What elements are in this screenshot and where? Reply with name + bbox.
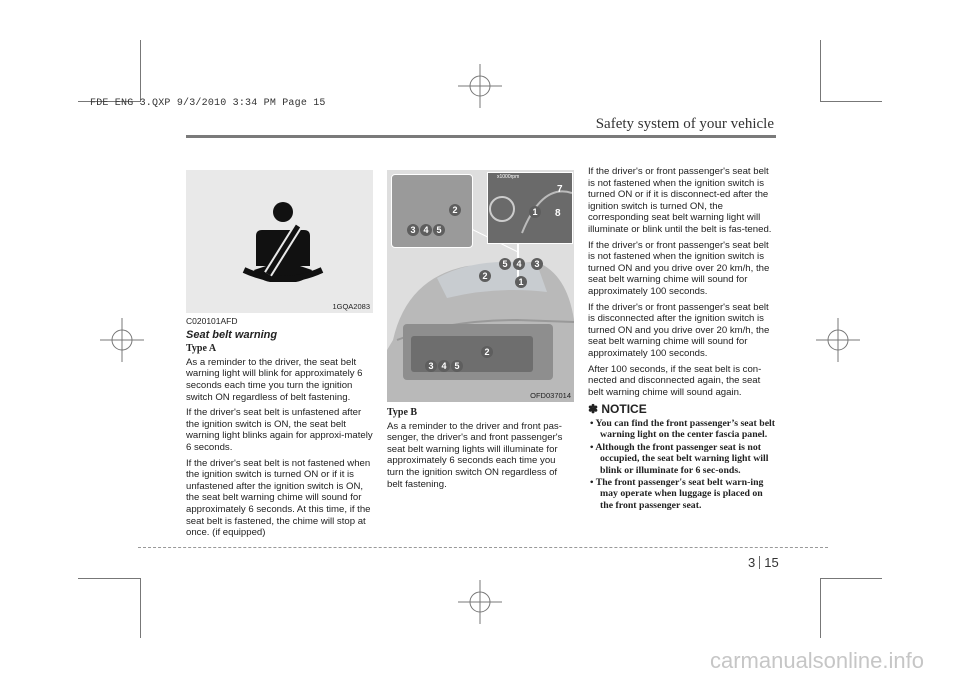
- registration-mark-icon: [458, 580, 502, 624]
- type-label: Type B: [387, 407, 418, 418]
- seatbelt-figure: [186, 170, 373, 313]
- figure-caption: 1GQA2083: [332, 302, 370, 311]
- notice-item: • The front passenger's seat belt warn-ing may operate when luggage is placed on the front passenger seat.: [590, 476, 764, 511]
- left-column: [186, 316, 373, 543]
- right-column: [588, 166, 776, 512]
- badge-2: 2: [481, 346, 493, 358]
- type-label: Type A: [186, 343, 217, 355]
- notice-item: • Although the front passenger seat is not occupied, the seat belt warning light will blink or illuminate for 6 sec-onds.: [590, 441, 769, 476]
- badge-1: 1: [529, 206, 541, 218]
- crop-mark: [140, 40, 141, 102]
- body-paragraph: As a reminder to the driver, the seat belt warning light will blink for approximately 6 seconds each time you turn the ignition switch ON regardless of belt fastening.: [186, 356, 363, 403]
- crop-mark: [78, 578, 140, 579]
- badge-1: 1: [515, 276, 527, 288]
- notice-title: ✽ NOTICE: [588, 402, 647, 417]
- crop-mark: [820, 578, 882, 579]
- gauge-number: 8: [555, 208, 561, 219]
- rpm-label: x1000rpm: [497, 174, 520, 180]
- subsection-title: Seat belt warning: [186, 328, 278, 341]
- notice-list: [588, 418, 776, 511]
- body-paragraph: If the driver's or front passenger's seat belt is not fastened when the ignition switch is turned ON or if it is disconnect-ed after the ignition switch is turned ON, the corresponding seat belt warning light will illuminate or blink until the belt is fas-tened.: [588, 166, 772, 235]
- gauge-number: 7: [557, 184, 563, 195]
- crop-mark: [820, 40, 821, 102]
- print-slug: FDE ENG 3.QXP 9/3/2010 3:34 PM Page 15: [90, 98, 326, 109]
- figure-caption: OFD037014: [530, 391, 571, 400]
- watermark: carmanualsonline.info: [709, 648, 924, 673]
- page-separator: [759, 556, 760, 569]
- badge-2: 2: [449, 204, 461, 216]
- chapter-number: 3: [748, 555, 756, 570]
- registration-mark-icon: [458, 64, 502, 108]
- registration-mark-icon: [100, 318, 144, 362]
- body-paragraph: If the driver's seat belt is unfastened after the ignition switch is ON, the seat belt warning light blinks again for approxi-mately 6 seconds.: [186, 407, 373, 453]
- body-paragraph: As a reminder to the driver and front pas-senger, the driver's and front passenger's seat belt warning lights will illuminate for approximately 6 seconds each time you turn the ignition switch ON regardless of belt fastening.: [387, 420, 563, 490]
- badge-3: 3: [531, 258, 543, 270]
- page-number: [748, 555, 779, 570]
- footer-rule: [138, 547, 828, 548]
- registration-mark-icon: [816, 318, 860, 362]
- body-paragraph: If the driver's or front passenger's seat belt is disconnected after the ignition switch is turned ON and you drive over 20 km/h, the seat belt warning chime will sound for approximately 100 seconds.: [588, 301, 770, 359]
- section-title: Safety system of your vehicle: [595, 116, 774, 132]
- middle-column: [387, 407, 574, 494]
- badge-5: 5: [451, 360, 463, 372]
- badge-5: 5: [499, 258, 511, 270]
- car-dashboard-figure: [387, 170, 574, 402]
- seatbelt-warning-icon: [186, 170, 373, 313]
- notice-item: • You can find the front passenger’s seat belt warning light on the center fascia panel.: [590, 417, 776, 441]
- badge-5: 5: [433, 224, 445, 236]
- body-paragraph: If the driver's seat belt is not fastened when the ignition switch is turned ON or if it is unfastened after the ignition switch is ON, the seat belt warning chime will sound for approximately 6 seconds. At this time, if the seat belt is fastened, the chime will stop at once. (if equipped): [186, 457, 371, 539]
- badge-3: 3: [407, 224, 419, 236]
- badge-4: 4: [420, 224, 432, 236]
- badge-4: 4: [438, 360, 450, 372]
- section-code: C020101AFD: [186, 316, 238, 326]
- body-paragraph: After 100 seconds, if the seat belt is con-nected and disconnected again, the seat belt warning chime will sound again.: [588, 363, 762, 398]
- badge-4: 4: [513, 258, 525, 270]
- crop-mark: [820, 101, 882, 102]
- badge-3: 3: [425, 360, 437, 372]
- header-rule: [186, 135, 776, 138]
- page-number-value: 15: [764, 555, 779, 570]
- notice-box: [588, 404, 776, 511]
- crop-mark: [820, 578, 821, 638]
- crop-mark: [140, 578, 141, 638]
- body-paragraph: If the driver's or front passenger's seat belt is not fastened when the ignition switch is turned ON and you drive over 20 km/h, the seat belt warning chime will sound for approximately 100 seconds.: [588, 239, 770, 297]
- badge-2: 2: [479, 270, 491, 282]
